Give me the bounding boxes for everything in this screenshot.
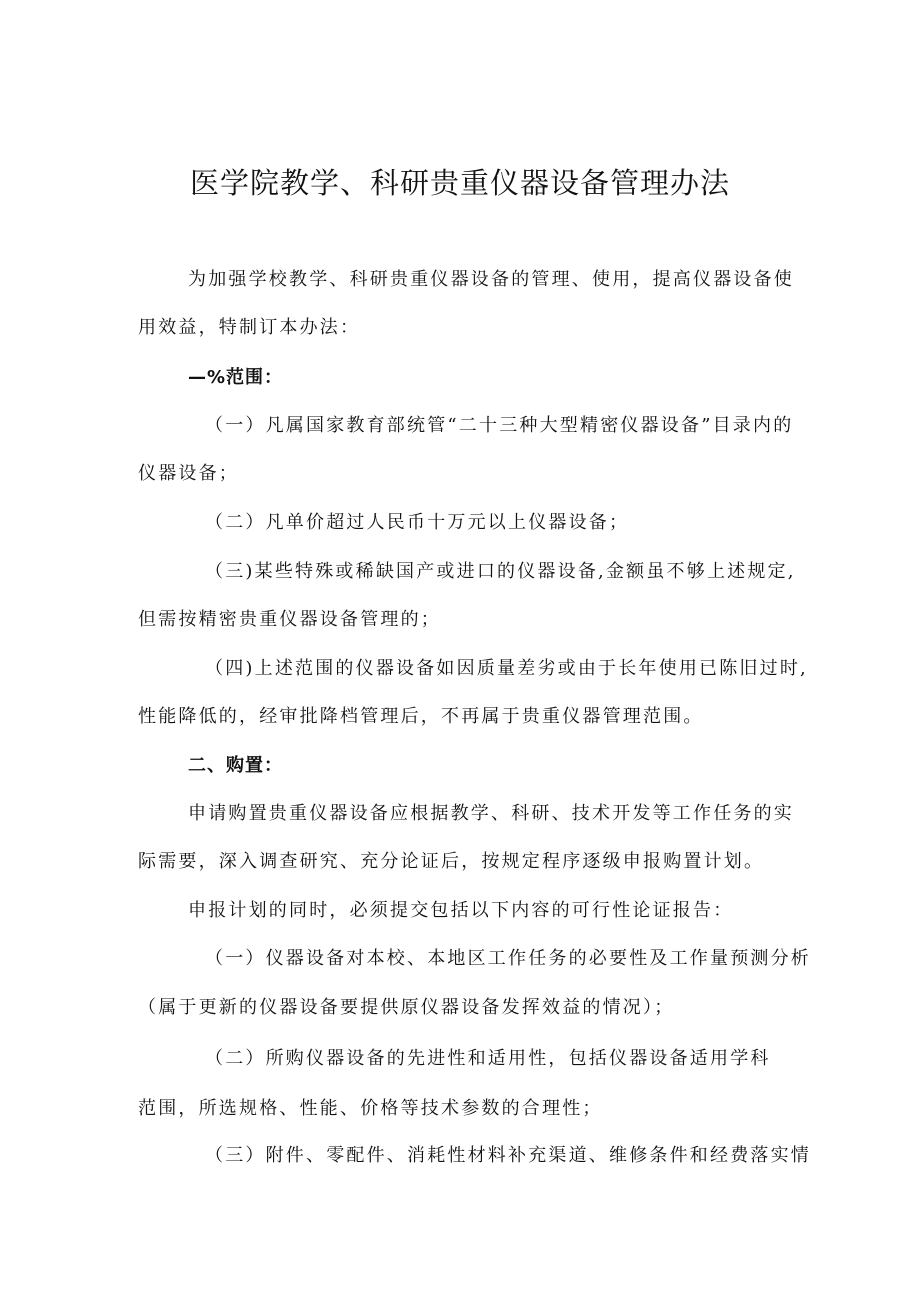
section-2-item-2b: 范围，所选规格、性能、价格等技术参数的合理性； [138,1098,603,1119]
section-2-item-1a: （一）仪器设备对本校、本地区工作任务的必要性及工作量预测分析 [205,948,811,969]
section-2-para-2: 申报计划的同时，必须提交包括以下内容的可行性论证报告： [188,900,734,921]
intro-line-1: 为加强学校教学、科研贵重仪器设备的管理、使用，提高仪器设备使 [188,269,794,290]
section-1-heading: —%范围： [188,367,284,388]
section-1-item-3a: （三)某些特殊或稀缺国产或进口的仪器设备,金额虽不够上述规定, [205,561,796,582]
section-1-item-2: （二）凡单价超过人民币十万元以上仪器设备； [205,512,630,533]
section-2-item-3a: （三）附件、零配件、消耗性材料补充渠道、维修条件和经费落实情 [205,1145,811,1166]
document-title: 医学院教学、科研贵重仪器设备管理办法 [189,166,730,200]
section-1-item-3b: 但需按精密贵重仪器设备管理的； [138,609,441,630]
section-2-item-2a: （二）所购仪器设备的先进性和适用性，包括仪器设备适用学科 [205,1048,771,1069]
section-2-para-1a: 申请购置贵重仪器设备应根据教学、科研、技术开发等工作任务的实 [188,803,794,824]
section-1-item-4b: 性能降低的，经审批降档管理后，不再属于贵重仪器管理范围。 [138,706,704,727]
section-2-item-1b: （属于更新的仪器设备要提供原仪器设备发挥效益的情况）； [138,997,675,1018]
section-2-para-1b: 际需要，深入调查研究、充分论证后，按规定程序逐级申报购置计划。 [138,851,765,872]
section-1-item-1a: （一）凡属国家教育部统管“二十三种大型精密仪器设备”目录内的 [205,415,794,436]
section-1-item-1b: 仪器设备； [138,463,239,484]
section-1-item-4a: （四)上述范围的仪器设备如因质量差劣或由于长年使用已陈旧过时, [205,658,808,679]
intro-line-2: 用效益，特制订本办法： [138,317,361,338]
section-2-heading: 二、购置： [188,755,283,776]
